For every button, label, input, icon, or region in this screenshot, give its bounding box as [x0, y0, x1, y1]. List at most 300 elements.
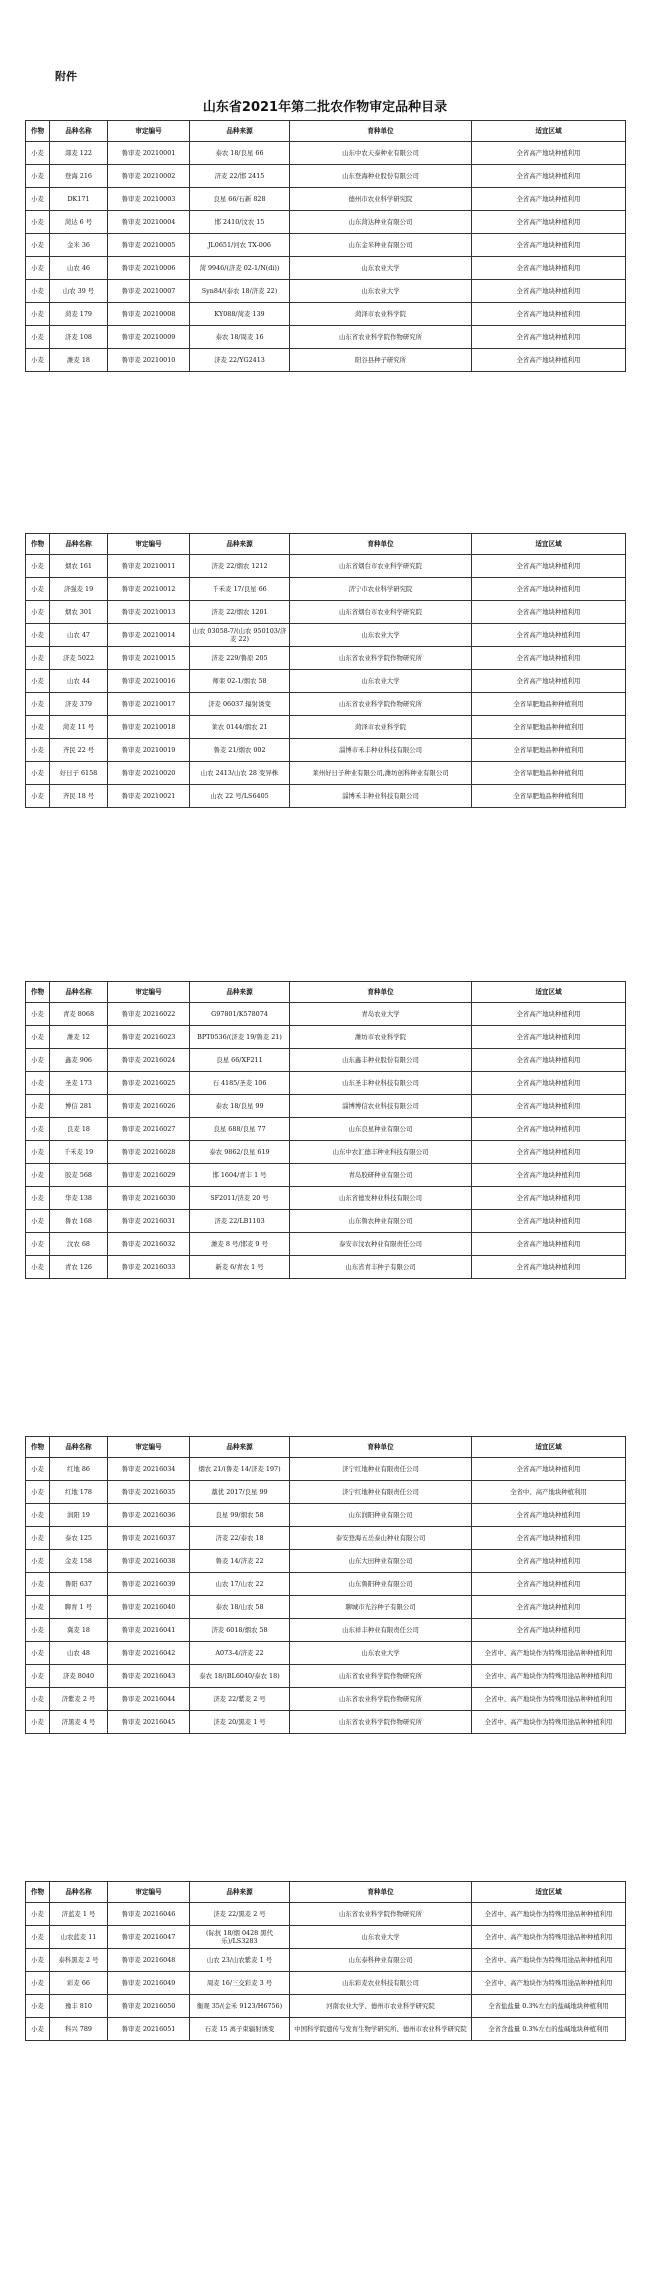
table-cell: 菏泽市农业科学院 — [290, 716, 472, 739]
table-cell: 济麦 5022 — [50, 647, 108, 670]
table-cell: 山东省农业科学院作物研究所 — [290, 1688, 472, 1711]
table-cell: 鲁审麦 20210006 — [108, 257, 190, 280]
table-cell: 鲁审麦 20210004 — [108, 211, 190, 234]
table-cell: 冀麦 18 — [50, 1619, 108, 1642]
table-cell: 济麦 20/黑麦 1 号 — [190, 1711, 290, 1734]
table-cell: 山东省青丰种子有限公司 — [290, 1256, 472, 1279]
table-cell: 鲁审麦 20216031 — [108, 1210, 190, 1233]
table-cell: 石 4185/圣麦 106 — [190, 1072, 290, 1095]
table-row — [26, 1711, 626, 1734]
table-cell: 鲁审麦 20210016 — [108, 670, 190, 693]
table-cell: 鲁审麦 20210002 — [108, 165, 190, 188]
table-cell: 全省旱肥地品种种植利用 — [472, 762, 626, 785]
table-cell: 淄博博信农业科技有限公司 — [290, 1095, 472, 1118]
table-cell: 鲁审麦 20216040 — [108, 1596, 190, 1619]
table-cell: 鲁麦 21/烟农 002 — [190, 739, 290, 762]
table-cell: 小麦 — [26, 303, 50, 326]
table-cell: 淄博市禾丰种业科技有限公司 — [290, 739, 472, 762]
table-cell: 全省高产地块种植利用 — [472, 624, 626, 647]
table-cell: 青岛农业大学 — [290, 1003, 472, 1026]
table-cell: 全省高产地块种植利用 — [472, 1187, 626, 1210]
column-header: 育种单位 — [290, 982, 472, 1003]
table-cell: 菏麦 179 — [50, 303, 108, 326]
table-cell: 鲁审麦 20216037 — [108, 1527, 190, 1550]
table-header-row — [26, 1437, 626, 1458]
column-header: 品种名称 — [50, 1882, 108, 1903]
table-cell: 济宁红地种业有限责任公司 — [290, 1481, 472, 1504]
table-cell: 山东省德发种业科技有限公司 — [290, 1187, 472, 1210]
table-cell: 菏麦 11 号 — [50, 716, 108, 739]
table-cell: 鲁审麦 20216034 — [108, 1458, 190, 1481]
table-cell: 小麦 — [26, 785, 50, 808]
table-cell: 小麦 — [26, 1573, 50, 1596]
table-cell: 小麦 — [26, 326, 50, 349]
table-cell: 小麦 — [26, 1596, 50, 1619]
table-cell: 山东泰科种业有限公司 — [290, 1949, 472, 1972]
table-cell: 山农 39 号 — [50, 280, 108, 303]
table-cell: 全省高产地块种植利用 — [472, 1164, 626, 1187]
table-row — [26, 578, 626, 601]
table-cell: 小麦 — [26, 349, 50, 372]
table-row — [26, 1187, 626, 1210]
column-header: 审定编号 — [108, 1882, 190, 1903]
table-cell: 山农 23/山农紫麦 1 号 — [190, 1949, 290, 1972]
table-row — [26, 1233, 626, 1256]
table-cell: 山农 03058-7/(山农 950103/济麦 22) — [190, 624, 290, 647]
table-cell: 全省高产地块种植利用 — [472, 1233, 626, 1256]
table-cell: 鲁农 168 — [50, 1210, 108, 1233]
table-cell: 山东鲁阳种业有限公司 — [290, 1573, 472, 1596]
table-row — [26, 1596, 626, 1619]
table-cell: 山东中农天泰种业有限公司 — [290, 142, 472, 165]
table-cell: 全省中、高产地块作为特殊用途品种种植利用 — [472, 1972, 626, 1995]
table-cell: 全省中、高产地块作为特殊用途品种种植利用 — [472, 1949, 626, 1972]
column-header: 作物 — [26, 121, 50, 142]
table-header-row — [26, 982, 626, 1003]
table-cell: 红地 178 — [50, 1481, 108, 1504]
table-cell: 全省中、高产地块作为特殊用途品种种植利用 — [472, 1688, 626, 1711]
table-cell: 小麦 — [26, 1481, 50, 1504]
table-cell: 鲁审麦 20216048 — [108, 1949, 190, 1972]
column-header: 品种来源 — [190, 1882, 290, 1903]
table-cell: 山东农业大学 — [290, 624, 472, 647]
table-cell: 新麦 6/青农 1 号 — [190, 1256, 290, 1279]
table-cell: 鲁审麦 20210015 — [108, 647, 190, 670]
table-cell: 山东省农业科学院作物研究所 — [290, 1711, 472, 1734]
table-cell: 鲁审麦 20216033 — [108, 1256, 190, 1279]
table-cell: 山东省农业科学院作物研究所 — [290, 647, 472, 670]
table-cell: Syn84/(泰农 18/济麦 22) — [190, 280, 290, 303]
table-cell: 鲁审麦 20210018 — [108, 716, 190, 739]
table-cell: 小麦 — [26, 1026, 50, 1049]
table-cell: 山农 17/山农 22 — [190, 1573, 290, 1596]
table-cell: 小麦 — [26, 1619, 50, 1642]
table-cell: 红地 86 — [50, 1458, 108, 1481]
table-cell: 山东圣丰种业科技有限公司 — [290, 1072, 472, 1095]
table-row — [26, 1949, 626, 1972]
table-cell: 全省高产地块种植利用 — [472, 1049, 626, 1072]
table-cell: 青农 126 — [50, 1256, 108, 1279]
table-cell: 小麦 — [26, 601, 50, 624]
table-cell: 全省高产地块种植利用 — [472, 165, 626, 188]
table-cell: 胶麦 568 — [50, 1164, 108, 1187]
table-cell: 全省高产地块种植利用 — [472, 326, 626, 349]
table-cell: 全省高产地块种植利用 — [472, 1072, 626, 1095]
table-cell: 良星 99/烟农 58 — [190, 1504, 290, 1527]
table-cell: 鲁审麦 20216022 — [108, 1003, 190, 1026]
column-header: 品种来源 — [190, 534, 290, 555]
table-cell: 良星 66/石新 828 — [190, 188, 290, 211]
table-cell: 小麦 — [26, 647, 50, 670]
table-cell: 好日子 6158 — [50, 762, 108, 785]
table-cell: 小麦 — [26, 1095, 50, 1118]
column-header: 作物 — [26, 982, 50, 1003]
table-cell: 全省高产地块种植利用 — [472, 1504, 626, 1527]
table-cell: 小麦 — [26, 1049, 50, 1072]
column-header: 适宜区域 — [472, 982, 626, 1003]
table-cell: 全省含盐量 0.3%左右的盐碱地块种植利用 — [472, 2018, 626, 2041]
table-cell: 烟农 301 — [50, 601, 108, 624]
table-cell: 全省高产地块种植利用 — [472, 257, 626, 280]
table-cell: 山东省烟台市农业科学研究院 — [290, 601, 472, 624]
table-row — [26, 1003, 626, 1026]
table-cell: 全省高产地块种植利用 — [472, 1003, 626, 1026]
page-title: 山东省2021年第二批农作物审定品种目录 — [202, 100, 448, 115]
table-cell: 彩麦 66 — [50, 1972, 108, 1995]
table-cell: 全省盐盐量 0.3%左右的盐碱地块种植利用 — [472, 1995, 626, 2018]
table-cell: 小麦 — [26, 1926, 50, 1949]
table-row — [26, 1573, 626, 1596]
table-row — [26, 1164, 626, 1187]
table-row — [26, 1049, 626, 1072]
table-cell: 千禾麦 17/良星 66 — [190, 578, 290, 601]
table-cell: 良星 66/XF211 — [190, 1049, 290, 1072]
table-cell: 山东省烟台市农业科学研究院 — [290, 555, 472, 578]
table-row — [26, 1118, 626, 1141]
table-cell: 菏泽市农业科学院 — [290, 303, 472, 326]
table-cell: 千禾麦 19 — [50, 1141, 108, 1164]
table-cell: 小麦 — [26, 716, 50, 739]
table-cell: 莱州好日子种业有限公司,潍坊创科种业有限公司 — [290, 762, 472, 785]
table-cell: 全省高产地块种植利用 — [472, 555, 626, 578]
table-cell: 小麦 — [26, 1072, 50, 1095]
table-cell: 全省高产地块种植利用 — [472, 234, 626, 257]
variety-table-2 — [25, 533, 626, 808]
table-row — [26, 257, 626, 280]
table-cell: G97801/K578074 — [190, 1003, 290, 1026]
table-cell: 鲁审麦 20216038 — [108, 1550, 190, 1573]
table-cell: 汶农 68 — [50, 1233, 108, 1256]
table-cell: 鲁审麦 20210011 — [108, 555, 190, 578]
table-cell: 小麦 — [26, 1665, 50, 1688]
table-cell: 鲁审麦 20210014 — [108, 624, 190, 647]
table-cell: 师栾 02-1/烟农 58 — [190, 670, 290, 693]
table-cell: 山东鑫丰种业股份有限公司 — [290, 1049, 472, 1072]
table-cell: 泰科黑麦 2 号 — [50, 1949, 108, 1972]
table-cell: 小麦 — [26, 1527, 50, 1550]
table-row — [26, 1972, 626, 1995]
table-cell: 小麦 — [26, 211, 50, 234]
table-cell: 豫丰 810 — [50, 1995, 108, 2018]
table-cell: DK171 — [50, 188, 108, 211]
table-cell: 小麦 — [26, 1233, 50, 1256]
table-cell: 中国科学院遗传与发育生物学研究所、德州市农业科学研究院 — [290, 2018, 472, 2041]
table-cell: 全省高产地块种植利用 — [472, 211, 626, 234]
table-row — [26, 624, 626, 647]
table-cell: 全省中、高产地块种植利用 — [472, 1481, 626, 1504]
table-cell: 济黑麦 4 号 — [50, 1711, 108, 1734]
column-header: 审定编号 — [108, 982, 190, 1003]
table-cell: 鲁审麦 20216026 — [108, 1095, 190, 1118]
table-cell: 鲁审麦 20210019 — [108, 739, 190, 762]
table-cell: 全省高产地块种植利用 — [472, 1619, 626, 1642]
table-cell: 小麦 — [26, 1458, 50, 1481]
table-cell: 山农 47 — [50, 624, 108, 647]
column-header: 适宜区域 — [472, 121, 626, 142]
table-cell: 济麦 22/黑麦 2 号 — [190, 1903, 290, 1926]
table-row — [26, 303, 626, 326]
table-cell: 小麦 — [26, 693, 50, 716]
table-row — [26, 670, 626, 693]
table-cell: 鲁审麦 20216039 — [108, 1573, 190, 1596]
table-cell: 济宁红地种业有限责任公司 — [290, 1458, 472, 1481]
table-cell: 鲁审麦 20210012 — [108, 578, 190, 601]
column-header: 作物 — [26, 534, 50, 555]
table-row — [26, 188, 626, 211]
table-cell: 全省高产地块种植利用 — [472, 1095, 626, 1118]
table-cell: 小麦 — [26, 739, 50, 762]
table-cell: 全省旱肥地品种种植利用 — [472, 785, 626, 808]
table-cell: 邯 1604/青丰 1 号 — [190, 1164, 290, 1187]
table-cell: 泰农 18/良星 66 — [190, 142, 290, 165]
table-cell: 山农 46 — [50, 257, 108, 280]
table-cell: 泰安登海五岳泰山种业有限公司 — [290, 1527, 472, 1550]
table-cell: 鲁审麦 20216023 — [108, 1026, 190, 1049]
table-cell: 科兴 789 — [50, 2018, 108, 2041]
table-cell: 济紫麦 2 号 — [50, 1688, 108, 1711]
table-cell: 鲁审麦 20216042 — [108, 1642, 190, 1665]
table-cell: 聊城市光谷种子有限公司 — [290, 1596, 472, 1619]
table-cell: 泰农 18/(BL6040/泰农 18) — [190, 1665, 290, 1688]
table-cell: 小麦 — [26, 234, 50, 257]
table-cell: 全省中、高产地块作为特殊用途品种种植利用 — [472, 1903, 626, 1926]
table-cell: 鲁审麦 20216041 — [108, 1619, 190, 1642]
table-cell: 山东农业大学 — [290, 1926, 472, 1949]
table-row — [26, 1504, 626, 1527]
table-cell: 全省高产地块种植利用 — [472, 1256, 626, 1279]
table-cell: 小麦 — [26, 1642, 50, 1665]
table-row — [26, 2018, 626, 2041]
table-cell: 青岛胶研种业有限公司 — [290, 1164, 472, 1187]
table-cell: 鲁审麦 20216035 — [108, 1481, 190, 1504]
table-cell: 山东金米种业有限公司 — [290, 234, 472, 257]
table-cell: 山东润阳种业有限公司 — [290, 1504, 472, 1527]
table-cell: 小麦 — [26, 1688, 50, 1711]
table-row — [26, 1095, 626, 1118]
column-header: 品种名称 — [50, 534, 108, 555]
table-cell: (际抗 18/烟 0428 黑代乐)/LS3283 — [190, 1926, 290, 1949]
table-cell: 郯麦 122 — [50, 142, 108, 165]
table-cell: 全省高产地块种植利用 — [472, 647, 626, 670]
table-cell: 金米 36 — [50, 234, 108, 257]
table-cell: 鲁审麦 20216036 — [108, 1504, 190, 1527]
table-cell: 小麦 — [26, 1504, 50, 1527]
table-cell: 小麦 — [26, 165, 50, 188]
table-cell: 全省中、高产地块作为特殊用途品种种植利用 — [472, 1711, 626, 1734]
table-cell: 泰农 18/周麦 16 — [190, 326, 290, 349]
table-cell: 全省高产地块种植利用 — [472, 188, 626, 211]
table-cell: 小麦 — [26, 1256, 50, 1279]
table-cell: 山农蓝麦 11 — [50, 1926, 108, 1949]
table-cell: 山农 22 号/LS6405 — [190, 785, 290, 808]
variety-table-1 — [25, 120, 626, 372]
table-cell: 山东鲁农种业有限公司 — [290, 1210, 472, 1233]
table-cell: 烟农 21/(鲁麦 14/济麦 197) — [190, 1458, 290, 1481]
table-cell: 小麦 — [26, 257, 50, 280]
table-cell: 小麦 — [26, 1187, 50, 1210]
table-cell: 济麦 229/鲁原 205 — [190, 647, 290, 670]
table-cell: 藁优 2017/良星 99 — [190, 1481, 290, 1504]
table-row — [26, 601, 626, 624]
table-cell: 衡观 35/(金禾 9123/H6756) — [190, 1995, 290, 2018]
table-cell: 济强麦 19 — [50, 578, 108, 601]
table-cell: 莱农 0144/烟农 21 — [190, 716, 290, 739]
table-row — [26, 142, 626, 165]
table-cell: 济麦 108 — [50, 326, 108, 349]
table-cell: 全省高产地块种植利用 — [472, 578, 626, 601]
table-cell: 山东农业大学 — [290, 257, 472, 280]
table-row — [26, 326, 626, 349]
table-cell: 小麦 — [26, 1972, 50, 1995]
table-cell: 鑫麦 906 — [50, 1049, 108, 1072]
table-cell: 济麦 22/烟农 1212 — [190, 555, 290, 578]
table-cell: 鲁审麦 20210001 — [108, 142, 190, 165]
table-cell: 圣麦 173 — [50, 1072, 108, 1095]
table-cell: 小麦 — [26, 1118, 50, 1141]
table-cell: 良麦 18 — [50, 1118, 108, 1141]
table-cell: A073-4/济麦 22 — [190, 1642, 290, 1665]
table-cell: 山东彩麦农业科技有限公司 — [290, 1972, 472, 1995]
table-cell: 山农 2413/山农 28 变异株 — [190, 762, 290, 785]
variety-table-3 — [25, 981, 626, 1279]
table-cell: SF2011/济麦 20 号 — [190, 1187, 290, 1210]
table-row — [26, 716, 626, 739]
table-cell: KY088/菏麦 139 — [190, 303, 290, 326]
table-cell: 鲁审麦 20210013 — [108, 601, 190, 624]
table-cell: 鲁审麦 20216049 — [108, 1972, 190, 1995]
table-cell: 鲁审麦 20216024 — [108, 1049, 190, 1072]
table-cell: 小麦 — [26, 1711, 50, 1734]
table-cell: 全省高产地块种植利用 — [472, 280, 626, 303]
table-cell: 全省高产地块种植利用 — [472, 1527, 626, 1550]
table-cell: 小麦 — [26, 555, 50, 578]
table-cell: 小麦 — [26, 142, 50, 165]
table-cell: 济麦 22/泰农 18 — [190, 1527, 290, 1550]
table-cell: 全省高产地块种植利用 — [472, 1026, 626, 1049]
table-cell: 鲁审麦 20216029 — [108, 1164, 190, 1187]
table-row — [26, 1026, 626, 1049]
table-cell: 鲁审麦 20210008 — [108, 303, 190, 326]
table-cell: 山东菏达种业有限公司 — [290, 211, 472, 234]
table-cell: 潍麦 8 号/邯麦 9 号 — [190, 1233, 290, 1256]
variety-table-4 — [25, 1436, 626, 1734]
table-cell: 潍麦 12 — [50, 1026, 108, 1049]
table-cell: 小麦 — [26, 280, 50, 303]
table-cell: 小麦 — [26, 1141, 50, 1164]
column-header: 品种名称 — [50, 1437, 108, 1458]
table-cell: BPT0536/(济麦 19/鲁麦 21) — [190, 1026, 290, 1049]
table-cell: 烟农 161 — [50, 555, 108, 578]
table-cell: 小麦 — [26, 1164, 50, 1187]
column-header: 适宜区域 — [472, 534, 626, 555]
table-cell: 济蓝麦 1 号 — [50, 1903, 108, 1926]
table-row — [26, 693, 626, 716]
table-cell: 全省高产地块种植利用 — [472, 1596, 626, 1619]
table-row — [26, 1995, 626, 2018]
table-cell: 山东中农汇德丰种业科技有限公司 — [290, 1141, 472, 1164]
table-cell: 华麦 138 — [50, 1187, 108, 1210]
table-cell: 周麦 16/三交彩麦 3 号 — [190, 1972, 290, 1995]
table-cell: 山东省农业科学院作物研究所 — [290, 1665, 472, 1688]
table-cell: 鲁审麦 20216032 — [108, 1233, 190, 1256]
table-cell: 淄博禾丰种业科技有限公司 — [290, 785, 472, 808]
table-cell: 山东省农业科学院作物研究所 — [290, 326, 472, 349]
column-header: 品种名称 — [50, 982, 108, 1003]
table-cell: 全省旱肥地品种种植利用 — [472, 739, 626, 762]
table-cell: 全省旱肥地品种种植利用 — [472, 716, 626, 739]
table-cell: 全省中、高产地块作为特殊用途品种种植利用 — [472, 1665, 626, 1688]
table-cell: JL0651/河农 TX-006 — [190, 234, 290, 257]
table-cell: 泰安市汶农种业有限责任公司 — [290, 1233, 472, 1256]
column-header: 审定编号 — [108, 1437, 190, 1458]
table-cell: 小麦 — [26, 1949, 50, 1972]
table-cell: 鲁审麦 20210009 — [108, 326, 190, 349]
column-header: 育种单位 — [290, 1437, 472, 1458]
table-cell: 山东农业大学 — [290, 670, 472, 693]
table-cell: 鲁审麦 20216027 — [108, 1118, 190, 1141]
table-cell: 山东省农业科学院作物研究所 — [290, 1903, 472, 1926]
column-header: 品种来源 — [190, 982, 290, 1003]
table-cell: 鲁审麦 20210007 — [108, 280, 190, 303]
table-cell: 小麦 — [26, 1003, 50, 1026]
table-cell: 鲁审麦 20216030 — [108, 1187, 190, 1210]
table-cell: 青麦 8068 — [50, 1003, 108, 1026]
table-cell: 鲁审麦 20210021 — [108, 785, 190, 808]
table-row — [26, 234, 626, 257]
table-cell: 小麦 — [26, 188, 50, 211]
table-cell: 全省高产地块种植利用 — [472, 601, 626, 624]
table-row — [26, 1665, 626, 1688]
table-cell: 山东农业大学 — [290, 1642, 472, 1665]
table-cell: 全省高产地块种植利用 — [472, 1458, 626, 1481]
table-cell: 齐民 22 号 — [50, 739, 108, 762]
table-cell: 全省旱肥地品种种植利用 — [472, 693, 626, 716]
table-row — [26, 739, 626, 762]
table-row — [26, 1642, 626, 1665]
table-cell: 小麦 — [26, 2018, 50, 2041]
table-cell: 济麦 06037 辐射诱变 — [190, 693, 290, 716]
table-cell: 小麦 — [26, 1550, 50, 1573]
table-cell: 博信 281 — [50, 1095, 108, 1118]
table-row — [26, 165, 626, 188]
table-cell: 山东大田种业有限公司 — [290, 1550, 472, 1573]
table-cell: 石麦 15 离子束辐射诱变 — [190, 2018, 290, 2041]
column-header: 审定编号 — [108, 534, 190, 555]
table-cell: 小麦 — [26, 1210, 50, 1233]
table-cell: 鲁审麦 20216046 — [108, 1903, 190, 1926]
table-cell: 全省高产地块种植利用 — [472, 1573, 626, 1596]
table-cell: 山东省农业科学院作物研究所 — [290, 693, 472, 716]
